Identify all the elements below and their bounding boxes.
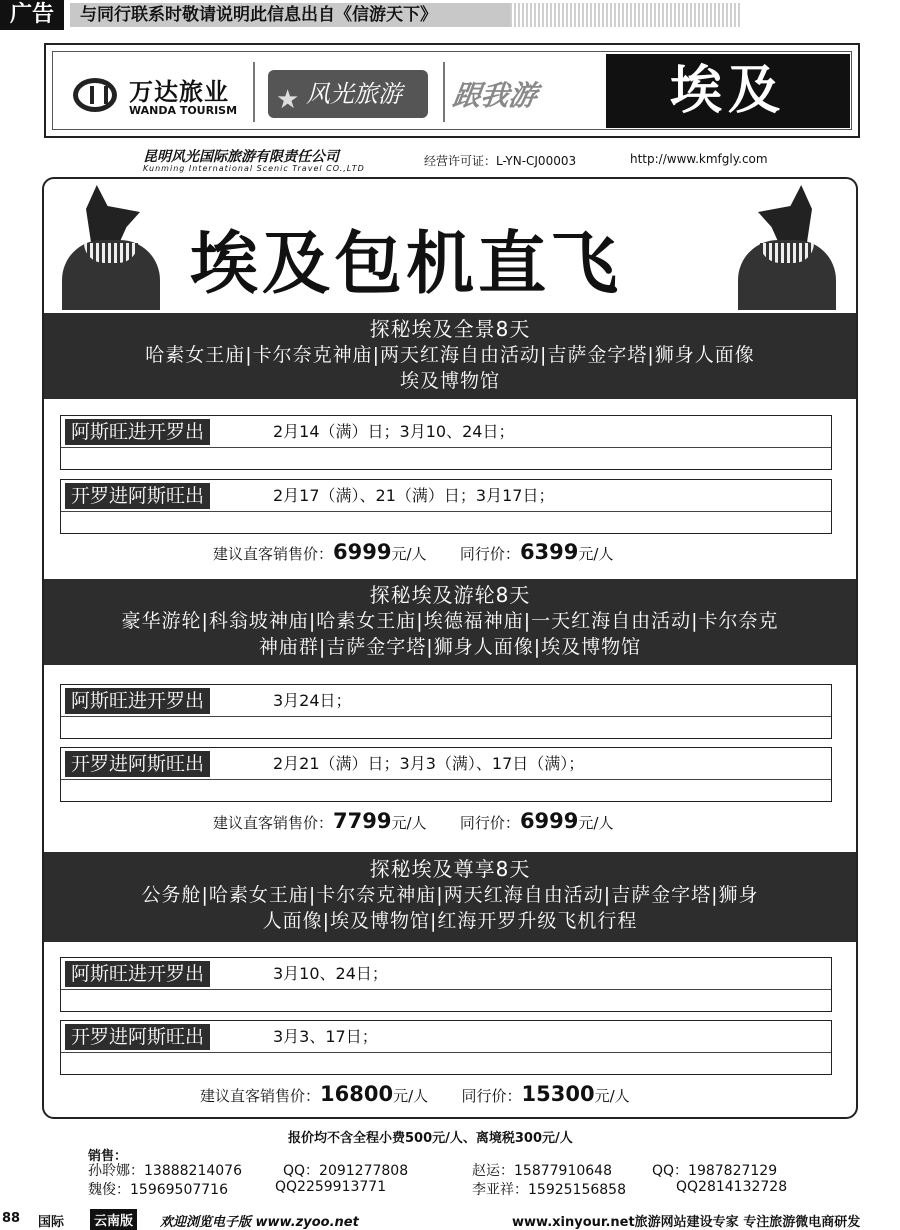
departure-label: 开罗进阿斯旺出: [65, 483, 210, 509]
page-footer: [0, 1207, 900, 1230]
contact-qq: QQ：2091277808: [283, 1163, 409, 1179]
wanda-brand: [73, 72, 253, 120]
source-notice: 与同行联系时敬请说明此信息出自《信游天下》: [70, 3, 510, 27]
departure-dates: 2月21（满）日；3月3（满）、17日（满）；: [273, 754, 585, 773]
footer-region: 云南版: [90, 1209, 137, 1230]
departure-label: 阿斯旺进开罗出: [65, 961, 210, 987]
peer-price: 6999: [519, 809, 579, 833]
section-header: [44, 852, 856, 942]
footer-tagline[interactable]: 欢迎浏览电子版 www.zyoo.net: [160, 1215, 359, 1230]
wanda-name-en: WANDA TOURISM: [129, 104, 238, 117]
contact-name: 李亚祥：15925156858: [472, 1182, 626, 1198]
section-title: 探秘埃及游轮8天: [369, 583, 531, 607]
footer-section: 国际: [38, 1215, 65, 1230]
anubis-left-icon: [56, 185, 166, 310]
wanda-logo-icon: [73, 78, 117, 112]
retail-price: 16800: [320, 1082, 394, 1106]
section-title: 探秘埃及尊享8天: [369, 857, 531, 881]
section-desc: 神庙群|吉萨金字塔|狮身人面像|埃及博物馆: [258, 636, 642, 658]
price-note: 报价均不含全程小费500元/人、离境税300元/人: [288, 1131, 573, 1146]
top-bar: [0, 0, 900, 30]
license-number: 经营许可证：L-YN-CJ00003: [424, 154, 577, 168]
contact-qq: QQ：1987827129: [652, 1163, 778, 1179]
departure-dates: 2月17（满）、21（满）日；3月17日；: [273, 486, 555, 505]
contact-name: 孙聆娜：13888214076: [88, 1163, 242, 1179]
ad-tag: 广告: [0, 0, 64, 30]
section-desc: 豪华游轮|科翁坡神庙|哈素女王庙|埃德福神庙|一天红海自由活动|卡尔奈克: [121, 610, 779, 632]
destination-label: 埃及: [606, 54, 850, 128]
sales-label: 销售：: [88, 1149, 128, 1164]
section-desc: 埃及博物馆: [399, 370, 500, 392]
price-line: 建议直客销售价：7799元/人 同行价：6999元/人: [213, 809, 614, 833]
brand-banner: [44, 43, 860, 138]
section-header: [44, 313, 856, 399]
departure-row: [60, 957, 832, 1012]
company-url[interactable]: http://www.kmfgly.com: [630, 152, 768, 166]
contact-qq: QQ2259913771: [275, 1179, 387, 1195]
departure-dates: 2月14（满）日；3月10、24日；: [273, 422, 515, 441]
divider: [443, 62, 445, 122]
departure-label: 阿斯旺进开罗出: [65, 419, 210, 445]
hero-title: 埃及包机直飞: [190, 225, 623, 304]
peer-price: 15300: [521, 1082, 595, 1106]
departure-label: 开罗进阿斯旺出: [65, 1024, 210, 1050]
departure-row: [60, 684, 832, 739]
departure-label: 阿斯旺进开罗出: [65, 688, 210, 714]
departure-dates: 3月3、17日；: [273, 1027, 378, 1046]
section-desc: 公务舱|哈素女王庙|卡尔奈克神庙|两天红海自由活动|吉萨金字塔|狮身: [141, 884, 759, 906]
decorative-dither: [510, 3, 740, 27]
anubis-right-icon: [732, 185, 842, 310]
company-name-en: Kunming International Scenic Travel CO.,LTD: [143, 164, 365, 173]
departure-row: [60, 479, 832, 534]
contact-qq: QQ2814132728: [676, 1179, 788, 1195]
company-name-cn: 昆明风光国际旅游有限责任公司: [143, 149, 339, 165]
departure-row: [60, 1020, 832, 1075]
price-line: 建议直客销售价：16800元/人 同行价：15300元/人: [200, 1082, 630, 1106]
price-line: 建议直客销售价：6999元/人 同行价：6399元/人: [213, 540, 614, 564]
divider: [253, 62, 255, 122]
footer-promo[interactable]: www.xinyour.net旅游网站建设专家 专注旅游微电商研发: [512, 1215, 861, 1230]
peer-price: 6399: [519, 540, 579, 564]
section-header: [44, 579, 856, 665]
page-number: 88: [2, 1211, 21, 1226]
section-title: 探秘埃及全景8天: [369, 317, 531, 341]
gen-logo: 跟我游: [450, 79, 540, 112]
section-desc: 哈素女王庙|卡尔奈克神庙|两天红海自由活动|吉萨金字塔|狮身人面像: [145, 344, 755, 366]
contact-name: 魏俊：15969507716: [88, 1182, 228, 1198]
departure-dates: 3月10、24日；: [273, 964, 388, 983]
departure-label: 开罗进阿斯旺出: [65, 751, 210, 777]
wanda-name-cn: 万达旅业: [129, 78, 229, 106]
fengguang-logo: ★ 风光旅游: [268, 70, 428, 118]
departure-row: [60, 747, 832, 802]
departure-dates: 3月24日；: [273, 691, 352, 710]
retail-price: 6999: [333, 540, 392, 564]
contact-name: 赵运：15877910648: [472, 1163, 612, 1179]
departure-row: [60, 415, 832, 470]
retail-price: 7799: [333, 809, 392, 833]
section-desc: 人面像|埃及博物馆|红海开罗升级飞机行程: [262, 910, 638, 932]
star-icon: ★: [276, 85, 300, 115]
